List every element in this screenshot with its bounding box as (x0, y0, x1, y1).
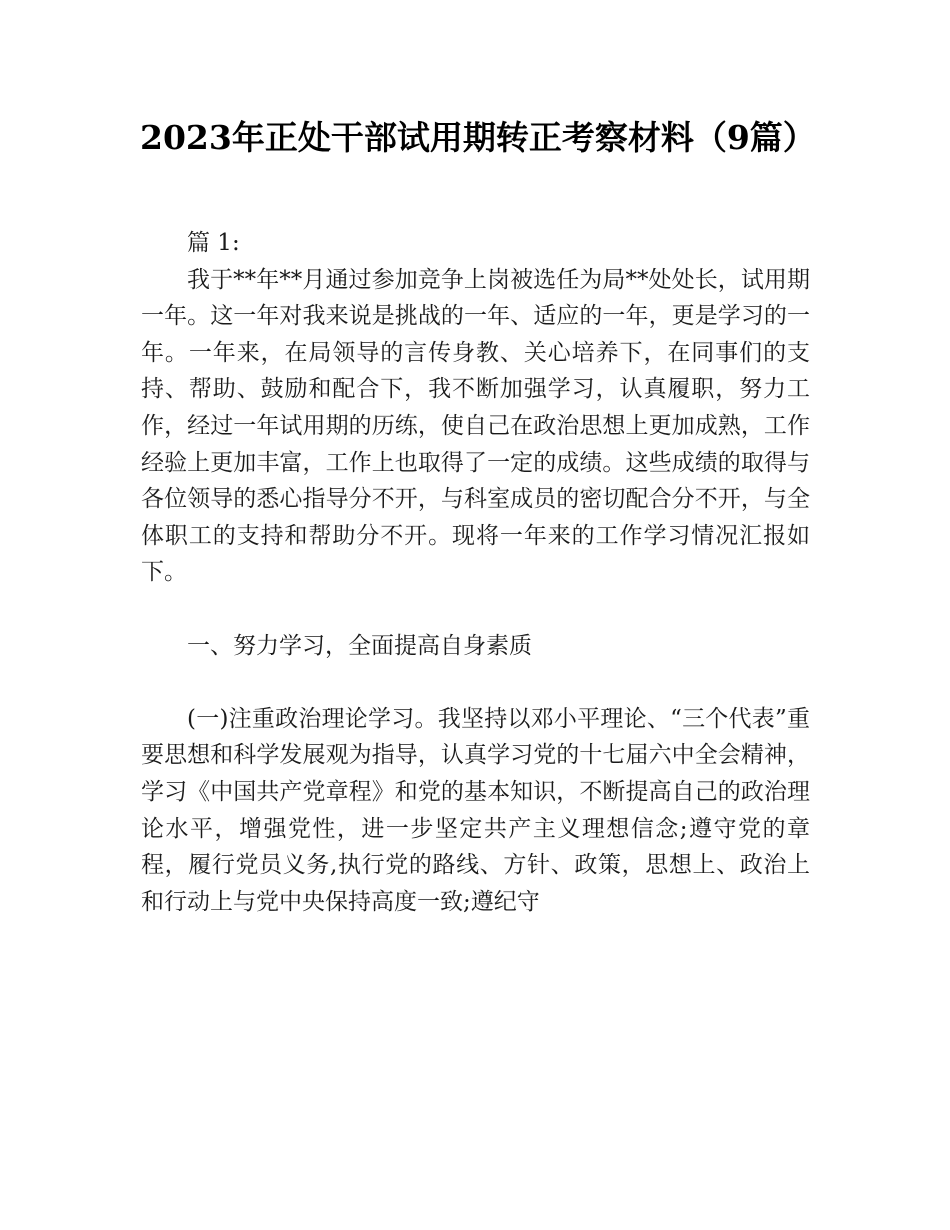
paragraph-spacer (141, 664, 810, 701)
section-label: 篇 1: (187, 230, 240, 256)
section-heading: 一、努力学习，全面提高自身素质 (187, 632, 532, 659)
document-title: 2023年正处干部试用期转正考察材料（9篇） (140, 118, 816, 157)
document-body (141, 225, 810, 920)
paragraph-political-study: (一)注重政治理论学习。我坚持以邓小平理论、“三个代表”重要思想和科学发展观为指导，认真学习党的十七届六中全会精神，学习《中国共产党章程》和党的基本知识，不断提高自己的政治理论水平，增强党性，进一步坚定共产主义理想信念;遵守党的章程，履行党员义务,执行党的路线、方针、政策，思想上、政治上和行动上与党中央保持高度一致;遵纪守 (141, 705, 810, 915)
paragraph-intro: 我于**年**月通过参加竞争上岗被选任为局**处处长，试用期一年。这一年对我来说是挑战的一年、适应的一年，更是学习的一年。一年来，在局领导的言传身教、关心培养下，在同事们的支持、帮助、鼓励和配合下，我不断加强学习，认真履职，努力工作，经过一年试用期的历练，使自己在政治思想上更加成熟，工作经验上更加丰富，工作上也取得了一定的成绩。这些成绩的取得与各位领导的悉心指导分不开，与科室成员的密切配合分不开，与全体职工的支持和帮助分不开。现将一年来的工作学习情况汇报如下。 (141, 266, 810, 586)
paragraph-spacer (141, 591, 810, 628)
